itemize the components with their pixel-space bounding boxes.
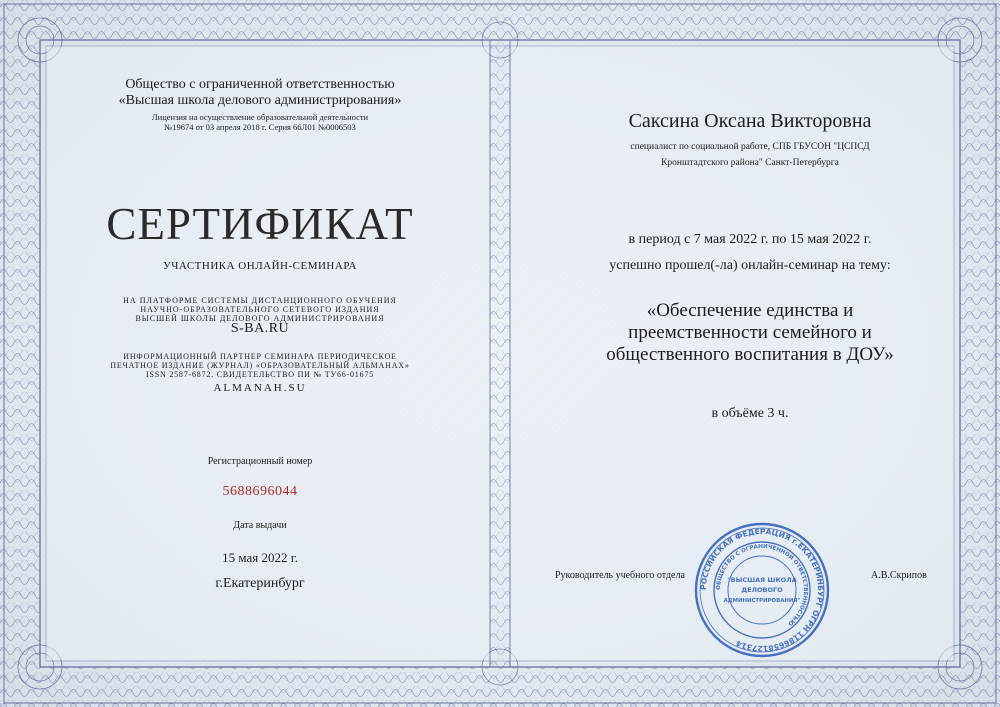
seminar-volume: в объёме 3 ч.: [711, 406, 789, 421]
platform-info: [60, 296, 460, 323]
recipient-name: Саксина Оксана Викторовна: [628, 110, 872, 132]
recipient-position: [500, 139, 1000, 171]
stamp-inner-text: ОБЩЕСТВО С ОГРАНИЧЕННОЙ ОТВЕТСТВЕННОСТЬЮ: [715, 543, 809, 627]
seminar-topic: [540, 300, 960, 366]
position-line-1: специалист по социальной работе, СПБ ГБУСОН "ЦСПСД: [630, 142, 870, 152]
license-line-2: №19674 от 03 апреля 2018 г. Серия 66Л01 №0006503: [164, 122, 356, 132]
platform-line-1: НА ПЛАТФОРМЕ СИСТЕМЫ ДИСТАНЦИОННОГО ОБУЧЕНИЯ: [123, 296, 397, 305]
issue-date: 15 мая 2022 г.: [222, 550, 298, 565]
partner-line-2: ПЕЧАТНОЕ ИЗДАНИЕ (ЖУРНАЛ) «ОБРАЗОВАТЕЛЬНЫЙ АЛЬМАНАХ»: [110, 361, 410, 370]
right-page: [500, 0, 1000, 707]
signer-name: А.В.Скрипов: [871, 570, 927, 581]
partner-line-1: ИНФОРМАЦИОННЫЙ ПАРТНЕР СЕМИНАРА ПЕРИОДИЧЕСКОЕ: [123, 352, 397, 361]
position-line-2: Кронштадтского района" Санкт-Петербурга: [661, 158, 839, 168]
license-info: [60, 112, 460, 132]
signature-label: Руководитель учебного отдела: [555, 570, 685, 581]
stamp-outer-text: РОССИЙСКАЯ ФЕДЕРАЦИЯ г.ЕКАТЕРИНБУРГ ОГРН 1186658127314: [698, 526, 826, 654]
registration-number: 5688696044: [222, 484, 298, 499]
issue-date-label: Дата выдачи: [233, 520, 287, 531]
partner-info: [60, 352, 460, 379]
official-stamp: [692, 520, 832, 660]
topic-line-1: «Обеспечение единства и: [646, 300, 854, 321]
license-line-1: Лицензия на осуществление образовательной деятельности: [151, 112, 369, 122]
registration-label: Регистрационный номер: [207, 456, 313, 467]
platform-site: S-BA.RU: [230, 321, 290, 336]
stamp-center-line-2: ДЕЛОВОГО: [741, 586, 783, 594]
completion-statement: успешно прошел(-ла) онлайн-семинар на тему:: [609, 258, 891, 273]
partner-site: ALMANAH.SU: [213, 382, 307, 394]
issue-city: г.Екатеринбург: [215, 576, 305, 591]
organization-name: Общество с ограниченной ответственностью: [125, 77, 395, 92]
certificate-title: СЕРТИФИКАТ: [106, 199, 414, 249]
stamp-center-line-1: "ВЫСШАЯ ШКОЛА: [727, 576, 797, 584]
certificate-subtitle: УЧАСТНИКА ОНЛАЙН-СЕМИНАРА: [163, 260, 357, 272]
seminar-period: в период с 7 мая 2022 г. по 15 мая 2022 г.: [628, 232, 872, 247]
partner-line-3: ISSN 2587-6872. СВИДЕТЕЛЬСТВО ПИ № ТУ66-01675: [145, 370, 375, 379]
platform-line-3: ВЫСШЕЙ ШКОЛЫ ДЕЛОВОГО АДМИНИСТРИРОВАНИЯ: [135, 314, 385, 323]
topic-line-3: общественного воспитания в ДОУ»: [606, 344, 894, 365]
platform-line-2: НАУЧНО-ОБРАЗОВАТЕЛЬНОГО СЕТЕВОГО ИЗДАНИЯ: [140, 305, 380, 314]
organization-quote-name: «Высшая школа делового администрирования»: [118, 93, 402, 108]
topic-line-2: преемственности семейного и: [628, 322, 872, 343]
stamp-center-line-3: АДМИНИСТРИРОВАНИЯ": [723, 598, 801, 604]
